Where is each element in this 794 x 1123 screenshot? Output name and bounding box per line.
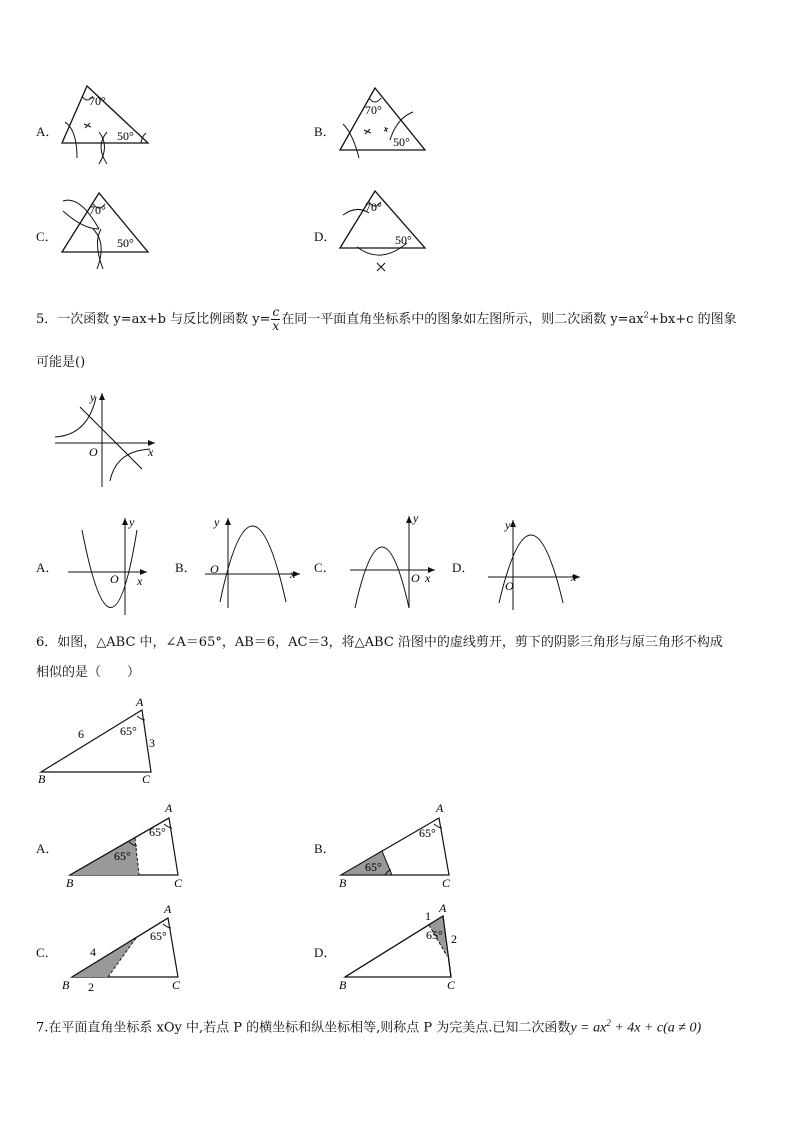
q5-reference-graph <box>50 385 165 490</box>
angle-label: 65° <box>419 826 436 840</box>
formula: y = ax <box>570 1020 607 1036</box>
option-label: B． <box>314 841 336 856</box>
axis-label-x: x <box>137 574 143 588</box>
parabola-graph <box>65 510 150 618</box>
option-label: A． <box>36 560 59 575</box>
angle-label: 50° <box>395 233 412 247</box>
q6-reference-triangle <box>34 690 174 788</box>
option-label: D． <box>314 229 337 244</box>
axis-label-x: x <box>425 571 431 585</box>
angle-label: 50° <box>117 129 134 143</box>
parabola-graph <box>485 515 585 613</box>
question-number: 5． <box>36 312 58 327</box>
option-label: A． <box>36 841 59 856</box>
vertex-label: C <box>142 772 151 786</box>
angle-label: 70° <box>89 203 106 217</box>
vertex-label: B <box>339 978 347 992</box>
question-5-text <box>36 306 737 333</box>
segment-length-label: 1 <box>425 909 431 923</box>
vertex-label: A <box>436 801 444 815</box>
angle-label: 65° <box>365 860 382 874</box>
question-6-text: 6．如图，△ABC 中，∠A＝65°，AB＝6，AC＝3，将△ABC 沿图中的虚线剪开，剪下的阴影三角形与原三角形不构成 <box>36 635 723 650</box>
vertex-label: C <box>174 876 183 890</box>
fraction-numerator: c <box>272 305 280 319</box>
cut-triangle-figure <box>337 798 462 893</box>
origin-label: O <box>505 579 514 593</box>
vertex-label: C <box>442 876 451 890</box>
question-5-text-line2: 可能是() <box>36 355 86 370</box>
vertex-label: A <box>439 901 447 915</box>
vertex-label: B <box>38 772 46 786</box>
segment-length-label: 4 <box>90 945 96 959</box>
vertex-label: C <box>447 978 456 992</box>
triangle-construction-figure <box>55 80 165 165</box>
vertex-label: B <box>339 876 347 890</box>
triangle-construction-figure <box>335 185 435 280</box>
question-7-text <box>36 1015 701 1036</box>
fraction-c-over-x <box>271 306 280 333</box>
option-label: D． <box>452 560 475 575</box>
side-length-label: 6 <box>78 727 84 741</box>
vertex-label: B <box>62 978 70 992</box>
angle-label: 65° <box>114 849 131 863</box>
superscript: 2 <box>643 310 649 320</box>
triangle-construction-figure <box>55 185 165 270</box>
cut-triangle-figure <box>62 798 197 893</box>
question-6-text-line2: 相似的是（ ） <box>36 665 141 680</box>
angle-label: 65° <box>120 724 137 738</box>
angle-label: 70° <box>365 103 382 117</box>
option-label: D． <box>314 945 337 960</box>
question-text: 一次函数 y=ax+b 与反比例函数 y= <box>57 312 271 327</box>
parabola-graph <box>345 510 440 610</box>
angle-label: 65° <box>149 825 166 839</box>
superscript: 2 <box>606 1018 611 1028</box>
angle-label: 50° <box>393 135 410 149</box>
axis-label-x: x <box>290 567 296 581</box>
vertex-label: C <box>172 978 181 992</box>
vertex-label: B <box>66 876 74 890</box>
axis-label-y: y <box>214 515 220 529</box>
axis-label-y: y <box>413 511 419 525</box>
formula: + 4x + c(a ≠ 0) <box>610 1020 702 1036</box>
question-text: 在同一平面直角坐标系中的图象如左图所示，则二次函数 y=ax <box>281 312 644 327</box>
axis-label-x: x <box>148 445 154 459</box>
axis-label-y: y <box>90 390 96 404</box>
option-label: C． <box>314 560 336 575</box>
axis-label-y: y <box>129 515 135 529</box>
axis-label-x: x <box>571 570 577 584</box>
segment-length-label: 2 <box>451 932 457 946</box>
cut-triangle-figure <box>337 900 467 995</box>
origin-label: O <box>411 571 420 585</box>
cut-triangle-figure <box>58 900 193 995</box>
question-text: 7.在平面直角坐标系 xOy 中,若点 P 的横坐标和纵坐标相等,则称点 P 为完美点.已知二次函数 <box>36 1020 571 1036</box>
option-label: A． <box>36 124 59 139</box>
origin-label: O <box>210 562 219 576</box>
triangle-construction-figure <box>335 80 435 160</box>
parabola-graph <box>200 510 305 610</box>
origin-label: O <box>110 572 119 586</box>
vertex-label: A <box>136 695 144 709</box>
option-label: C． <box>36 945 58 960</box>
segment-length-label: 2 <box>88 980 94 994</box>
axis-label-y: y <box>505 518 511 532</box>
fraction-denominator: x <box>272 319 280 333</box>
option-label: B． <box>314 124 336 139</box>
angle-label: 65° <box>426 928 443 942</box>
option-label: B． <box>175 560 197 575</box>
angle-label: 70° <box>89 94 106 108</box>
question-text: +bx+c 的图象 <box>648 312 737 327</box>
angle-label: 50° <box>117 236 134 250</box>
vertex-label: A <box>164 902 172 916</box>
vertex-label: A <box>165 801 173 815</box>
angle-label: 70° <box>365 200 382 214</box>
origin-label: O <box>89 445 98 459</box>
side-length-label: 3 <box>149 736 155 750</box>
option-label: C． <box>36 229 58 244</box>
angle-label: 65° <box>150 929 167 943</box>
